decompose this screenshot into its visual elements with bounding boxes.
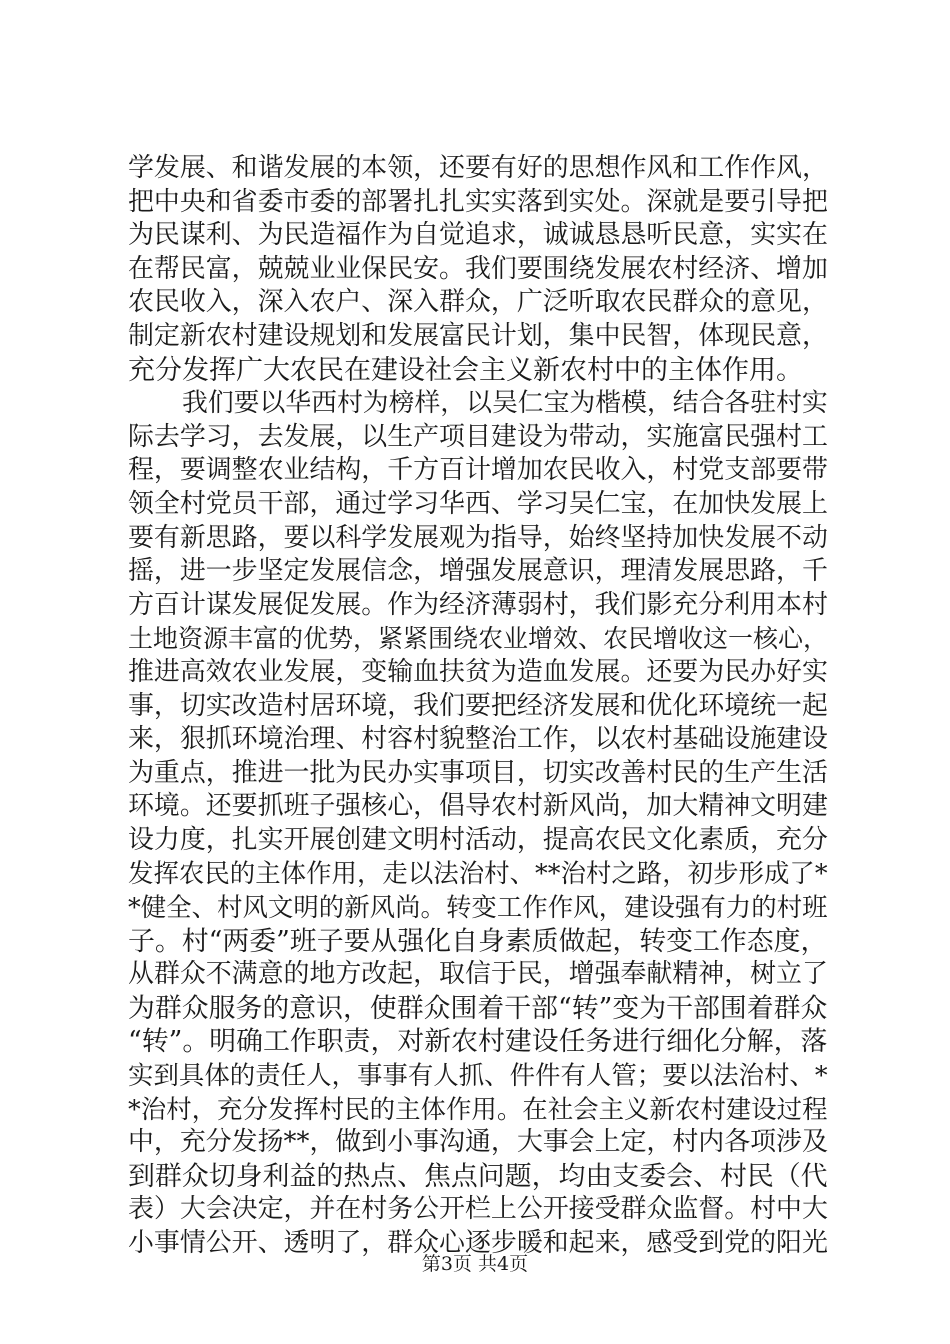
- text-line: *治村，充分发挥村民的主体作用。在社会主义新农村建设过程: [128, 1093, 828, 1124]
- text-line: 领全村党员干部，通过学习华西、学习吴仁宝，在加快发展上: [128, 488, 828, 519]
- text-line: *健全、村风文明的新风尚。转变工作作风，建设强有力的村班: [128, 892, 828, 923]
- text-line: 充分发挥广大农民在建设社会主义新农村中的主体作用。: [128, 354, 803, 386]
- text-line: 中，充分发扬**，做到小事沟通，大事会上定，村内各项涉及: [128, 1127, 828, 1158]
- text-line: 要有新思路，要以科学发展观为指导，始终坚持加快发展不动: [128, 522, 828, 553]
- text-line: 为群众服务的意识，使群众围着干部“转”变为干部围着群众: [128, 992, 828, 1024]
- page-footer: 第3页 共4页: [421, 1253, 529, 1275]
- text-line: 环境。还要抓班子强核心，倡导农村新风尚，加大精神文明建: [128, 791, 828, 822]
- text-line: 小事情公开、透明了，群众心逐步暖和起来，感受到党的阳光: [128, 1228, 828, 1258]
- text-line: 从群众不满意的地方改起，取信于民，增强奉献精神，树立了: [128, 959, 828, 990]
- text-line: “转”。明确工作职责，对新农村建设任务进行细化分解，落: [128, 1026, 828, 1058]
- text-line: 推进高效农业发展，变输血扶贫为造血发展。还要为民办好实: [128, 656, 828, 687]
- text-line: 方百计谋发展促发展。作为经济薄弱村，我们影充分利用本村: [128, 589, 828, 620]
- text-line: 表）大会决定，并在村务公开栏上公开接受群众监督。村中大: [128, 1194, 828, 1225]
- body-text: [128, 152, 828, 1261]
- text-line: 摇，进一步坚定发展信念，增强发展意识，理清发展思路，千: [128, 556, 828, 587]
- text-line: 把中央和省委市委的部署扎扎实实落到实处。深就是要引导把: [128, 186, 828, 217]
- text-line: 为重点，推进一批为民办实事项目，切实改善村民的生产生活: [128, 757, 828, 788]
- text-line: 制定新农村建设规划和发展富民计划，集中民智，体现民意，: [128, 320, 828, 351]
- paragraph-first-line: 我们要以华西村为榜样，以吴仁宝为楷模，结合各驻村实: [182, 388, 828, 419]
- text-line: 事，切实改造村居环境，我们要把经济发展和优化环境统一起: [128, 690, 828, 721]
- text-line: 为民谋利、为民造福作为自觉追求，诚诚恳恳听民意，实实在: [128, 220, 828, 251]
- text-line: 子。村“两委”班子要从强化自身素质做起，转变工作态度，: [128, 925, 828, 957]
- text-line: 实到具体的责任人，事事有人抓、件件有人管；要以法治村、*: [128, 1060, 828, 1091]
- text-line: 程，要调整农业结构，千方百计增加农民收入，村党支部要带: [128, 455, 828, 486]
- text-line: 到群众切身利益的热点、焦点问题，均由支委会、村民（代: [128, 1160, 828, 1192]
- text-line: 在帮民富，兢兢业业保民安。我们要围绕发展农村经济、增加: [128, 253, 828, 284]
- text-line: 际去学习，去发展，以生产项目建设为带动，实施富民强村工: [128, 421, 828, 452]
- text-line: 来，狠抓环境治理、村容村貌整治工作，以农村基础设施建设: [128, 724, 828, 755]
- text-line: 学发展、和谐发展的本领，还要有好的思想作风和工作作风，: [128, 153, 828, 183]
- text-line: 土地资源丰富的优势，紧紧围绕农业增效、农民增收这一核心，: [128, 624, 829, 654]
- text-line: 农民收入，深入农户、深入群众，广泛听取农民群众的意见，: [128, 287, 828, 318]
- text-line: 设力度，扎实开展创建文明村活动，提高农民文化素质，充分: [128, 824, 828, 855]
- text-line: 发挥农民的主体作用，走以法治村、**治村之路，初步形成了*: [128, 858, 828, 889]
